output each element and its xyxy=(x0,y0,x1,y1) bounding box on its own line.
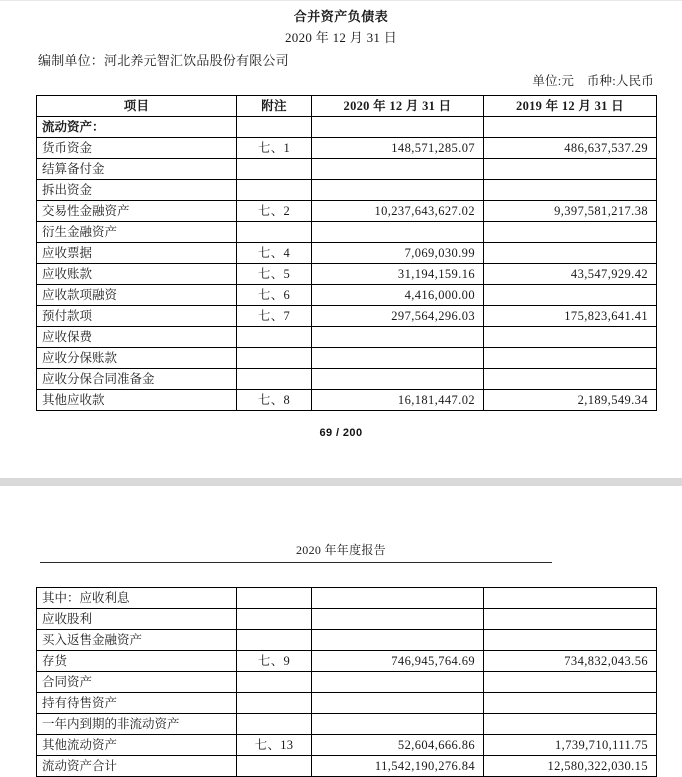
cell-previous-period-amount xyxy=(484,693,657,714)
table-row xyxy=(37,693,657,714)
table-row xyxy=(37,609,657,630)
cell-item-name: 流动资产： xyxy=(37,117,237,138)
cell-item-name: 货币资金 xyxy=(37,138,237,159)
cell-item-name: 预付款项 xyxy=(37,306,237,327)
cell-previous-period-amount: 175,823,641.41 xyxy=(484,306,657,327)
balance-sheet-table-2-wrapper xyxy=(0,587,682,777)
cell-previous-period-amount xyxy=(484,243,657,264)
cell-previous-period-amount: 9,397,581,217.38 xyxy=(484,201,657,222)
cell-item-name: 应收账款 xyxy=(37,264,237,285)
cell-note-reference xyxy=(237,327,312,348)
cell-item-name: 应收款项融资 xyxy=(37,285,237,306)
table-row xyxy=(37,285,657,306)
table-row xyxy=(37,306,657,327)
table-body xyxy=(37,588,657,777)
cell-current-period-amount xyxy=(312,714,484,735)
cell-previous-period-amount: 12,580,322,030.15 xyxy=(484,756,657,777)
table-row xyxy=(37,159,657,180)
preparer-line: 编制单位：河北养元智汇饮品股份有限公司 xyxy=(38,53,289,68)
cell-current-period-amount xyxy=(312,327,484,348)
cell-note-reference xyxy=(237,117,312,138)
cell-previous-period-amount: 2,189,549.34 xyxy=(484,390,657,411)
table-row xyxy=(37,714,657,735)
cell-item-name: 流动资产合计 xyxy=(37,756,237,777)
header-rule xyxy=(40,562,552,563)
cell-item-name: 应收票据 xyxy=(37,243,237,264)
cell-previous-period-amount xyxy=(484,222,657,243)
cell-item-name: 结算备付金 xyxy=(37,159,237,180)
cell-current-period-amount xyxy=(312,348,484,369)
cell-item-name: 存货 xyxy=(37,651,237,672)
table-row xyxy=(37,588,657,609)
cell-previous-period-amount xyxy=(484,117,657,138)
table-row xyxy=(37,348,657,369)
report-date: 2020 年 12 月 31 日 xyxy=(284,30,398,45)
cell-note-reference xyxy=(237,714,312,735)
cell-item-name: 其他应收款 xyxy=(37,390,237,411)
cell-current-period-amount xyxy=(312,159,484,180)
table-row xyxy=(37,222,657,243)
cell-current-period-amount: 10,237,643,627.02 xyxy=(312,201,484,222)
cell-note-reference xyxy=(237,672,312,693)
cell-previous-period-amount xyxy=(484,327,657,348)
table-row xyxy=(37,180,657,201)
cell-current-period-amount xyxy=(312,117,484,138)
table-row xyxy=(37,369,657,390)
table-row xyxy=(37,630,657,651)
unit-currency-line: 单位:元 币种:人民币 xyxy=(532,74,654,88)
cell-previous-period-amount xyxy=(484,630,657,651)
page-title: 合并资产负债表 xyxy=(293,9,389,24)
cell-previous-period-amount xyxy=(484,714,657,735)
table-row xyxy=(37,201,657,222)
cell-previous-period-amount xyxy=(484,348,657,369)
cell-note-reference xyxy=(237,369,312,390)
cell-current-period-amount: 16,181,447.02 xyxy=(312,390,484,411)
cell-item-name: 衍生金融资产 xyxy=(37,222,237,243)
cell-previous-period-amount: 1,739,710,111.75 xyxy=(484,735,657,756)
table-header-row xyxy=(37,96,657,117)
cell-note-reference xyxy=(237,609,312,630)
column-header-current-period: 2020 年 12 月 31 日 xyxy=(312,96,484,117)
cell-previous-period-amount xyxy=(484,588,657,609)
table-row xyxy=(37,138,657,159)
cell-current-period-amount xyxy=(312,630,484,651)
cell-item-name: 应收分保合同准备金 xyxy=(37,369,237,390)
cell-item-name: 应收分保账款 xyxy=(37,348,237,369)
document-page-2 xyxy=(0,486,682,773)
cell-current-period-amount: 746,945,764.69 xyxy=(312,651,484,672)
page-separator xyxy=(0,478,682,486)
cell-note-reference: 七、2 xyxy=(237,201,312,222)
cell-previous-period-amount: 486,637,537.29 xyxy=(484,138,657,159)
table-row xyxy=(37,756,657,777)
cell-current-period-amount xyxy=(312,693,484,714)
cell-previous-period-amount xyxy=(484,672,657,693)
cell-current-period-amount: 4,416,000.00 xyxy=(312,285,484,306)
cell-note-reference: 七、6 xyxy=(237,285,312,306)
cell-note-reference: 七、1 xyxy=(237,138,312,159)
column-header-item: 项目 xyxy=(37,96,237,117)
cell-note-reference xyxy=(237,630,312,651)
running-header: 2020 年年度报告 xyxy=(295,543,386,557)
table-row xyxy=(37,390,657,411)
cell-item-name: 买入返售金融资产 xyxy=(37,630,237,651)
cell-previous-period-amount xyxy=(484,609,657,630)
cell-previous-period-amount xyxy=(484,285,657,306)
table-body xyxy=(37,117,657,411)
cell-previous-period-amount xyxy=(484,369,657,390)
cell-current-period-amount xyxy=(312,672,484,693)
table-row xyxy=(37,243,657,264)
cell-note-reference: 七、7 xyxy=(237,306,312,327)
cell-note-reference xyxy=(237,693,312,714)
cell-previous-period-amount: 43,547,929.42 xyxy=(484,264,657,285)
column-header-note: 附注 xyxy=(237,96,312,117)
column-header-previous-period: 2019 年 12 月 31 日 xyxy=(484,96,657,117)
cell-current-period-amount: 11,542,190,276.84 xyxy=(312,756,484,777)
cell-item-name: 应收股利 xyxy=(37,609,237,630)
cell-previous-period-amount xyxy=(484,180,657,201)
cell-item-name: 交易性金融资产 xyxy=(37,201,237,222)
cell-note-reference xyxy=(237,180,312,201)
cell-current-period-amount: 31,194,159.16 xyxy=(312,264,484,285)
cell-note-reference: 七、13 xyxy=(237,735,312,756)
cell-item-name: 持有待售资产 xyxy=(37,693,237,714)
cell-current-period-amount: 52,604,666.86 xyxy=(312,735,484,756)
cell-current-period-amount: 7,069,030.99 xyxy=(312,243,484,264)
cell-note-reference xyxy=(237,588,312,609)
cell-item-name: 一年内到期的非流动资产 xyxy=(37,714,237,735)
cell-note-reference xyxy=(237,756,312,777)
cell-current-period-amount xyxy=(312,180,484,201)
table-row xyxy=(37,651,657,672)
cell-note-reference: 七、4 xyxy=(237,243,312,264)
table-row xyxy=(37,672,657,693)
cell-current-period-amount xyxy=(312,609,484,630)
cell-note-reference: 七、8 xyxy=(237,390,312,411)
cell-item-name: 其他流动资产 xyxy=(37,735,237,756)
cell-current-period-amount: 297,564,296.03 xyxy=(312,306,484,327)
page-indicator: 69 / 200 xyxy=(319,427,363,439)
cell-note-reference: 七、9 xyxy=(237,651,312,672)
cell-previous-period-amount: 734,832,043.56 xyxy=(484,651,657,672)
balance-sheet-table-1 xyxy=(36,95,657,411)
cell-note-reference xyxy=(237,222,312,243)
cell-item-name: 拆出资金 xyxy=(37,180,237,201)
balance-sheet-table-2 xyxy=(36,587,657,777)
cell-note-reference xyxy=(237,348,312,369)
cell-item-name: 其中：应收利息 xyxy=(37,588,237,609)
cell-note-reference: 七、5 xyxy=(237,264,312,285)
cell-current-period-amount: 148,571,285.07 xyxy=(312,138,484,159)
cell-current-period-amount xyxy=(312,222,484,243)
table-row xyxy=(37,327,657,348)
cell-item-name: 应收保费 xyxy=(37,327,237,348)
cell-item-name: 合同资产 xyxy=(37,672,237,693)
balance-sheet-table-1-wrapper xyxy=(0,95,682,411)
cell-current-period-amount xyxy=(312,588,484,609)
cell-current-period-amount xyxy=(312,369,484,390)
cell-note-reference xyxy=(237,159,312,180)
cell-previous-period-amount xyxy=(484,159,657,180)
table-row xyxy=(37,735,657,756)
table-row xyxy=(37,264,657,285)
table-row xyxy=(37,117,657,138)
